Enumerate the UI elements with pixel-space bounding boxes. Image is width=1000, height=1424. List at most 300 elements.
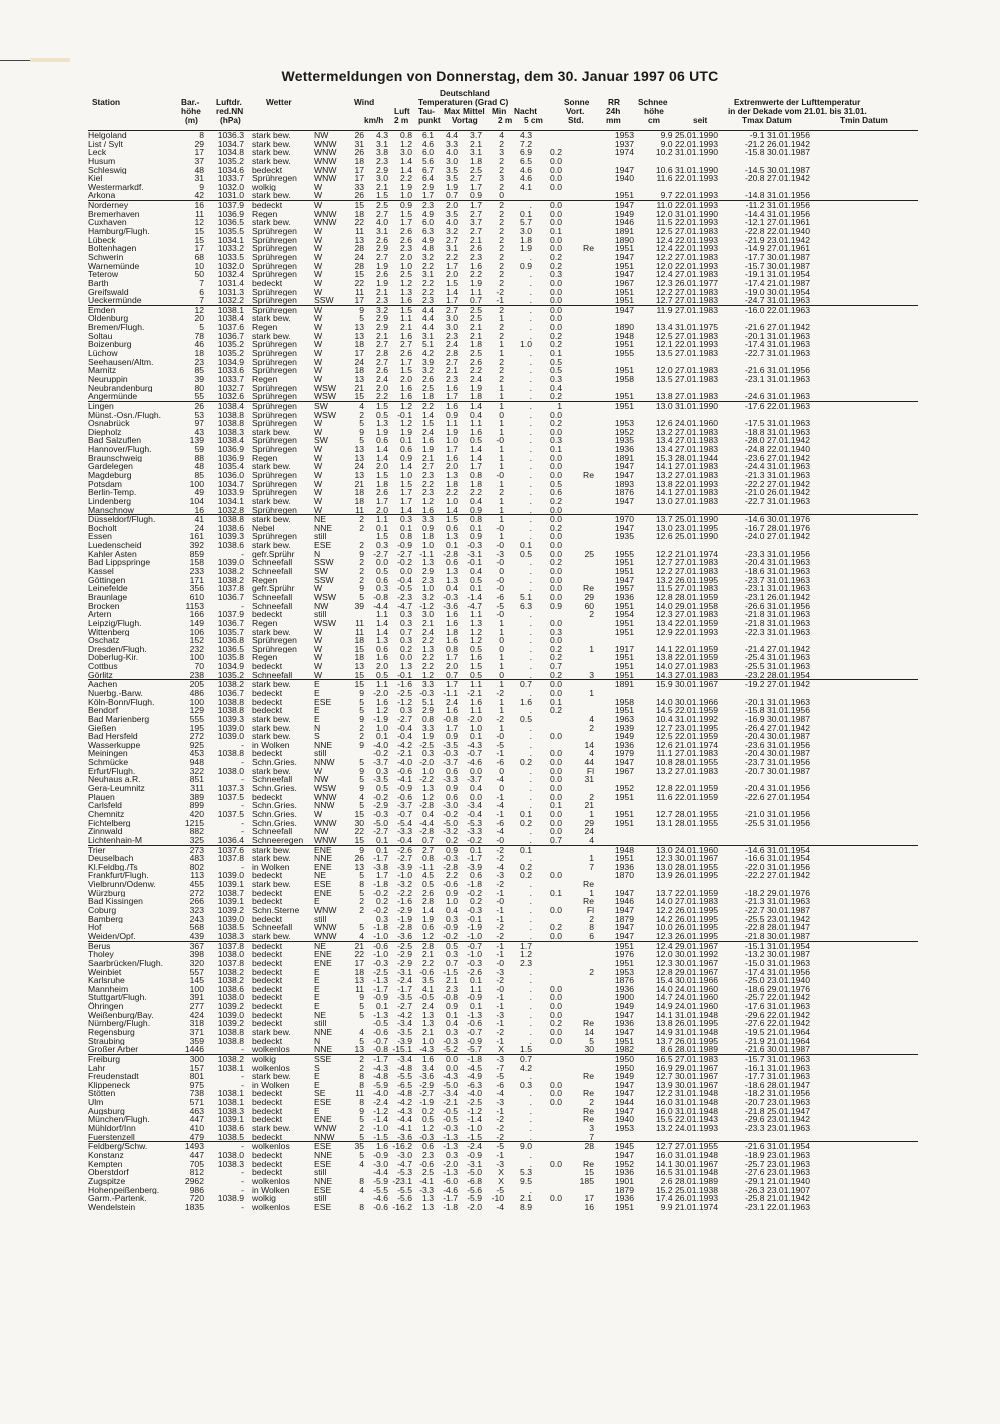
cell-schnee: 2 bbox=[589, 1098, 594, 1107]
cell-temp-max: -0.6 bbox=[419, 1159, 434, 1169]
cell-station: Leck bbox=[88, 148, 107, 157]
cell-sonne: . bbox=[529, 662, 532, 671]
cell-temp-min: 2.5 bbox=[470, 165, 482, 175]
cell-rr bbox=[532, 1168, 562, 1177]
cell-tmax-datum: 12.2 31.01.1948 bbox=[655, 1089, 718, 1099]
cell-station: Feldberg/Schw. bbox=[88, 1142, 148, 1151]
cell-wetter: bedeckt bbox=[252, 1010, 283, 1020]
cell-tmin-datum: -23.3 23.01.1963 bbox=[745, 1124, 810, 1133]
cell-wetter: bedeckt bbox=[252, 1132, 283, 1142]
station-group bbox=[88, 1054, 918, 1141]
cell-taupunkt: -4.1 bbox=[397, 775, 412, 785]
table-row bbox=[88, 567, 918, 576]
cell-temp-nacht: -1 bbox=[496, 809, 504, 819]
cell-temp-mittel: 3.5 bbox=[446, 174, 458, 183]
header-wind: Wind bbox=[354, 97, 375, 107]
cell-tmax-datum: 12.4 27.01.1983 bbox=[655, 270, 718, 279]
table-row bbox=[88, 724, 918, 733]
cell-temp-nacht: 3 bbox=[499, 174, 504, 183]
table-row bbox=[88, 436, 918, 445]
cell-luftdruck: 1038.2 bbox=[217, 575, 244, 585]
cell-barhoehe: 311 bbox=[190, 784, 204, 793]
cell-taupunkt: -2.3 bbox=[397, 592, 412, 602]
cell-taupunkt: -0.9 bbox=[397, 784, 412, 793]
cell-temp-luft: -2.9 bbox=[373, 801, 388, 810]
cell-sonne: . bbox=[529, 897, 532, 907]
cell-tmax-datum bbox=[634, 183, 718, 192]
cell-wind-dir: still bbox=[314, 1194, 327, 1203]
cell-taupunkt: 2.0 bbox=[400, 374, 412, 384]
cell-barhoehe: 318 bbox=[189, 1019, 204, 1028]
cell-temp-luft: 0.5 bbox=[376, 670, 388, 680]
cell-tmax-datum: 13.8 22.01.1959 bbox=[655, 653, 718, 663]
cell-taupunkt: -2.7 bbox=[397, 854, 412, 863]
cell-wetter: stark bew. bbox=[252, 1072, 291, 1081]
cell-seit: 1951 bbox=[614, 809, 634, 819]
cell-wind-dir: E bbox=[314, 993, 320, 1003]
cell-rr bbox=[532, 897, 562, 906]
cell-temp-mittel: 0.9 bbox=[446, 784, 458, 793]
cell-temp-mittel: -5.2 bbox=[443, 1045, 458, 1054]
cell-temp-luft: 0.0 bbox=[376, 558, 388, 568]
table-row bbox=[88, 445, 918, 454]
cell-sonne: . bbox=[529, 984, 532, 994]
cell-tmin-datum: -17.6 31.01.1963 bbox=[745, 1002, 810, 1011]
cell-taupunkt: 2.6 bbox=[400, 227, 412, 236]
table-row bbox=[88, 270, 918, 279]
cell-luftdruck: 1032.0 bbox=[217, 182, 244, 192]
cell-sonne: . bbox=[529, 723, 532, 733]
cell-tmax-datum: 11.5 27.01.1983 bbox=[656, 584, 718, 593]
table-row bbox=[88, 741, 918, 750]
cell-luftdruck: 1038.2 bbox=[217, 1054, 244, 1064]
cell-temp-nacht: 2 bbox=[499, 139, 504, 149]
cell-schnee bbox=[562, 959, 594, 968]
cell-seit: 1967 bbox=[614, 278, 634, 288]
cell-barhoehe: 948 bbox=[189, 758, 204, 767]
cell-wetter: stark bew. bbox=[252, 766, 291, 776]
cell-temp-min: 2.5 bbox=[470, 349, 482, 358]
cell-schnee bbox=[562, 680, 594, 689]
cell-seit: 1950 bbox=[614, 1063, 634, 1073]
cell-seit: 1951 bbox=[614, 662, 634, 671]
cell-station: Fichtelberg bbox=[88, 818, 131, 828]
cell-temp-mittel: 3.1 bbox=[446, 244, 458, 253]
cell-luftdruck: 1034.7 bbox=[217, 479, 244, 489]
cell-schnee: 29 bbox=[584, 818, 594, 828]
cell-wetter: bedeckt bbox=[252, 610, 283, 619]
cell-temp-max: 3.1 bbox=[422, 331, 434, 341]
cell-temp-luft: -1.2 bbox=[373, 1106, 388, 1116]
cell-temp-luft: -0.6 bbox=[373, 1027, 388, 1037]
cell-barhoehe: 29 bbox=[194, 139, 204, 149]
cell-tmin-datum: -18.6 31.01.1963 bbox=[745, 567, 810, 576]
cell-temp-nacht: 1 bbox=[499, 697, 504, 707]
cell-wind-dir: WNW bbox=[314, 1124, 337, 1133]
cell-temp-min: 1.1 bbox=[470, 287, 482, 297]
cell-temp-luft: 2.1 bbox=[376, 182, 388, 192]
cell-sonne: . bbox=[529, 296, 532, 305]
cell-luftdruck: 1035.2 bbox=[217, 156, 244, 166]
cell-seit: 1951 bbox=[614, 340, 634, 350]
cell-barhoehe: 322 bbox=[189, 766, 204, 776]
cell-tmax-datum: 13.5 27.01.1983 bbox=[655, 374, 718, 384]
cell-wetter: bedeckt bbox=[252, 1159, 283, 1169]
cell-luftdruck: 1038.8 bbox=[217, 515, 244, 524]
cell-temp-luft: -5.9 bbox=[373, 1080, 388, 1090]
cell-sonne: . bbox=[529, 445, 532, 454]
header-vortag: Vortag bbox=[452, 115, 478, 125]
cell-tmin-datum: -14.8 31.01.1956 bbox=[745, 191, 810, 201]
cell-luftdruck: 1038.6 bbox=[217, 523, 244, 533]
cell-wind-speed: 17 bbox=[354, 349, 364, 358]
cell-luftdruck: - bbox=[241, 601, 244, 611]
cell-seit: 1952 bbox=[614, 784, 634, 793]
cell-temp-max: 1.3 bbox=[422, 784, 434, 793]
cell-seit: 1870 bbox=[614, 871, 634, 881]
cell-luftdruck: 1038.9 bbox=[217, 1194, 244, 1203]
table-row bbox=[88, 880, 918, 889]
cell-wind-dir: WNW bbox=[314, 931, 337, 941]
cell-rr bbox=[532, 863, 562, 872]
cell-rr bbox=[532, 1124, 562, 1133]
cell-schnee bbox=[562, 349, 594, 358]
cell-temp-mittel: 3.5 bbox=[446, 209, 458, 219]
cell-barhoehe: 166 bbox=[189, 610, 204, 619]
cell-station: Artern bbox=[88, 610, 112, 619]
cell-barhoehe: 359 bbox=[189, 1036, 204, 1046]
cell-temp-mittel: 4.0 bbox=[446, 218, 458, 228]
cell-tmin-datum: -22.7 31.01.1963 bbox=[745, 349, 810, 358]
cell-temp-max: 1.0 bbox=[422, 541, 434, 550]
cell-temp-mittel: 0.4 bbox=[446, 1019, 458, 1028]
cell-tmin-datum: -22.7 31.01.1963 bbox=[745, 496, 810, 506]
cell-temp-min: 1.1 bbox=[470, 984, 482, 994]
cell-seit: 1890 bbox=[614, 235, 634, 245]
cell-tmax-datum: 12.0 31.01.1990 bbox=[655, 209, 718, 219]
cell-tmax-datum bbox=[634, 506, 718, 515]
cell-seit: 1947 bbox=[614, 496, 634, 506]
cell-taupunkt: 2.5 bbox=[400, 270, 412, 279]
cell-tmax-datum: 12.0 27.01.1983 bbox=[655, 366, 718, 375]
cell-temp-luft: 2.0 bbox=[376, 383, 388, 393]
cell-temp-luft: 4.3 bbox=[376, 131, 388, 140]
cell-temp-min: -4.5 bbox=[467, 1063, 482, 1073]
cell-seit: 1958 bbox=[614, 697, 634, 707]
cell-temp-mittel: 0.8 bbox=[446, 644, 458, 654]
cell-schnee bbox=[562, 411, 594, 420]
table-row bbox=[88, 758, 918, 767]
cell-wetter: stark bew. bbox=[252, 139, 291, 149]
cell-temp-min: -0.1 bbox=[467, 558, 482, 568]
cell-temp-min: 3.1 bbox=[470, 148, 482, 157]
cell-barhoehe: 238 bbox=[189, 670, 204, 680]
cell-wetter: Sprühregen bbox=[252, 270, 297, 279]
cell-temp-min: -3.9 bbox=[467, 862, 482, 872]
cell-tmin-datum: -20.4 30.01.1987 bbox=[745, 749, 810, 759]
cell-temp-min: 1.4 bbox=[470, 401, 482, 411]
cell-temp-nacht: -1 bbox=[496, 1019, 504, 1028]
cell-temp-mittel: 0.4 bbox=[446, 584, 458, 593]
page-title: Wettermeldungen von Donnerstag, dem 30. Januar 1997 06 UTC bbox=[281, 68, 719, 84]
cell-temp-max: 2.1 bbox=[422, 1027, 434, 1037]
cell-barhoehe: 85 bbox=[194, 470, 204, 480]
cell-schnee bbox=[562, 218, 594, 227]
cell-tmin-datum: -21.2 26.01.1942 bbox=[745, 139, 810, 149]
cell-tmax-datum: 12.3 27.01.1983 bbox=[655, 610, 718, 619]
cell-tmin-datum: -21.8 31.01.1963 bbox=[745, 618, 810, 628]
cell-tmin-datum: -16.9 30.01.1987 bbox=[745, 714, 810, 724]
cell-temp-nacht: 2 bbox=[499, 244, 504, 253]
cell-wetter: Regen bbox=[252, 374, 278, 384]
cell-barhoehe: 389 bbox=[189, 792, 204, 802]
cell-schnee: 1 bbox=[589, 644, 594, 654]
cell-temp-luft: -0.9 bbox=[373, 993, 388, 1003]
cell-tmin-datum: -24.4 31.01.1963 bbox=[745, 462, 810, 471]
cell-schnee: Re bbox=[583, 1159, 594, 1169]
cell-temp-mittel: 0.0 bbox=[446, 1063, 458, 1073]
cell-temp-nacht: 1 bbox=[499, 680, 504, 689]
cell-wind-speed: 5 bbox=[359, 1002, 364, 1011]
cell-wind-speed: 15 bbox=[354, 201, 364, 210]
cell-wind-dir: SSE bbox=[314, 1054, 332, 1064]
header-cm: cm bbox=[648, 115, 660, 125]
table-row bbox=[88, 1072, 918, 1081]
cell-schnee: 30 bbox=[584, 1045, 594, 1054]
cell-schnee: 2 bbox=[589, 792, 594, 802]
cell-tmax-datum bbox=[634, 157, 718, 166]
cell-barhoehe: 7 bbox=[199, 296, 204, 305]
cell-tmax-datum: 14.2 26.01.1995 bbox=[655, 914, 718, 924]
cell-sonne: 0.5 bbox=[520, 549, 532, 559]
table-row bbox=[88, 593, 918, 602]
cell-rr bbox=[532, 1064, 562, 1073]
cell-tmax-datum: 16.0 31.01.1948 bbox=[655, 1098, 718, 1107]
cell-sonne: . bbox=[529, 462, 532, 471]
cell-tmin-datum: -16.7 28.01.1976 bbox=[745, 523, 810, 533]
cell-seit: 1947 bbox=[614, 462, 634, 471]
cell-wind-dir: ENE bbox=[314, 845, 332, 855]
cell-temp-max: 1.2 bbox=[422, 1124, 434, 1133]
cell-rr: 0.0 bbox=[550, 584, 562, 593]
cell-schnee: 28 bbox=[584, 1142, 594, 1151]
cell-sonne: . bbox=[529, 880, 532, 889]
cell-tmax-datum: 14.1 22.01.1959 bbox=[655, 644, 718, 654]
cell-temp-mittel: 0.3 bbox=[446, 1027, 458, 1037]
cell-seit: 1947 bbox=[614, 1106, 634, 1116]
cell-luftdruck: - bbox=[241, 775, 244, 785]
cell-temp-luft: 1.4 bbox=[376, 618, 388, 628]
cell-temp-mittel: -0.3 bbox=[443, 1036, 458, 1046]
cell-tmin-datum: -25.7 23.01.1963 bbox=[745, 1159, 810, 1169]
cell-sonne: 0.7 bbox=[520, 1054, 532, 1064]
cell-schnee: 21 bbox=[584, 801, 594, 810]
cell-luftdruck: 1034.9 bbox=[217, 357, 244, 367]
cell-taupunkt: -0.1 bbox=[397, 410, 412, 420]
cell-rr bbox=[532, 1177, 562, 1186]
cell-tmax-datum: 12.1 22.01.1993 bbox=[655, 340, 718, 350]
cell-wetter: Regen bbox=[252, 209, 278, 219]
cell-tmin-datum: -21.0 31.01.1956 bbox=[745, 809, 810, 819]
table-row bbox=[88, 1203, 918, 1212]
table-row bbox=[88, 366, 918, 375]
cell-luftdruck: - bbox=[241, 801, 244, 810]
cell-temp-max: 1.3 bbox=[422, 1202, 434, 1212]
cell-tmin-datum: -19.1 31.01.1954 bbox=[745, 270, 810, 279]
header-tau: Tau- bbox=[418, 106, 435, 116]
cell-luftdruck: 1038.1 bbox=[217, 1098, 244, 1107]
cell-temp-max: -1.2 bbox=[419, 601, 434, 611]
cell-wetter: stark bew. bbox=[252, 627, 291, 637]
cell-wetter: Sprühregen bbox=[252, 644, 297, 654]
cell-seit: 1970 bbox=[614, 515, 634, 524]
cell-station: Teterow bbox=[88, 270, 119, 279]
cell-luftdruck: 1036.7 bbox=[217, 618, 244, 628]
cell-seit: 1940 bbox=[614, 174, 634, 183]
table-row bbox=[88, 288, 918, 297]
cell-wind-speed: 18 bbox=[354, 636, 364, 645]
cell-taupunkt: -0.6 bbox=[397, 792, 412, 802]
cell-station: Weinbiet bbox=[88, 967, 122, 977]
cell-wind-dir: WNW bbox=[314, 156, 337, 166]
table-row bbox=[88, 306, 918, 315]
cell-barhoehe: 6 bbox=[199, 287, 204, 297]
cell-temp-mittel: 1.7 bbox=[446, 723, 458, 733]
cell-tmax-datum: 12.4 29.01.1967 bbox=[655, 941, 718, 951]
cell-sonne: . bbox=[529, 1098, 532, 1107]
cell-temp-luft: 0.6 bbox=[376, 436, 388, 446]
cell-luftdruck: 1038.8 bbox=[217, 697, 244, 707]
cell-rr: 0.0 bbox=[550, 784, 562, 793]
cell-temp-max: 2.2 bbox=[422, 958, 434, 968]
cell-tmin-datum: -25.4 31.01.1963 bbox=[745, 653, 810, 663]
cell-temp-luft: -1.3 bbox=[373, 1010, 388, 1020]
cell-wind-speed: 2 bbox=[359, 1063, 364, 1073]
cell-tmin-datum: -15.8 31.01.1956 bbox=[745, 706, 810, 715]
cell-temp-min: 0.4 bbox=[470, 567, 482, 576]
cell-taupunkt: 1.3 bbox=[400, 662, 412, 671]
cell-sonne: . bbox=[529, 523, 532, 533]
cell-wind-dir: W bbox=[314, 278, 323, 288]
cell-schnee bbox=[562, 166, 594, 175]
cell-sonne: . bbox=[529, 931, 532, 941]
cell-barhoehe: 16 bbox=[194, 201, 204, 210]
cell-temp-max: 4.4 bbox=[422, 314, 434, 324]
cell-sonne: 0.2 bbox=[520, 818, 532, 828]
cell-temp-nacht: 2 bbox=[499, 305, 504, 315]
cell-wind-dir: WNW bbox=[314, 209, 337, 219]
table-header bbox=[88, 86, 918, 130]
cell-temp-max: 1.3 bbox=[422, 644, 434, 654]
cell-tmin-datum: -22.6 27.01.1954 bbox=[745, 792, 810, 802]
cell-schnee bbox=[562, 384, 594, 393]
cell-temp-mittel: 1.1 bbox=[446, 419, 458, 428]
cell-station: Bremen/Flugh. bbox=[88, 323, 145, 332]
cell-wetter: Sprühregen bbox=[252, 505, 297, 515]
cell-sonne: . bbox=[529, 689, 532, 698]
cell-barhoehe: 320 bbox=[189, 958, 204, 968]
cell-seit: 1946 bbox=[614, 897, 634, 907]
cell-temp-min: 0.0 bbox=[470, 766, 482, 776]
cell-wind-speed bbox=[346, 915, 364, 924]
table-body bbox=[88, 131, 918, 1211]
cell-seit: 1944 bbox=[614, 1098, 634, 1107]
cell-temp-max: 2.9 bbox=[422, 182, 434, 192]
cell-temp-nacht: X bbox=[498, 1168, 504, 1177]
cell-wind-speed: 17 bbox=[354, 174, 364, 183]
cell-rr: 0.0 bbox=[550, 792, 562, 802]
cell-taupunkt: 2.2 bbox=[400, 174, 412, 183]
cell-temp-luft: 1.4 bbox=[376, 453, 388, 463]
cell-schnee: 29 bbox=[584, 592, 594, 602]
cell-wind-speed: 4 bbox=[359, 1159, 364, 1169]
cell-temp-min: -2.4 bbox=[467, 1142, 482, 1151]
cell-taupunkt: 3.0 bbox=[400, 148, 412, 157]
cell-schnee: Fl bbox=[586, 906, 594, 915]
cell-rr: 0.1 bbox=[550, 697, 562, 707]
cell-wetter: Schneefall bbox=[252, 592, 293, 602]
cell-wind-speed: 15 bbox=[354, 270, 364, 279]
cell-rr: 0.0 bbox=[550, 766, 562, 776]
cell-taupunkt: -3.4 bbox=[397, 1054, 412, 1064]
cell-tmax-datum: 9.7 22.01.1993 bbox=[660, 191, 718, 201]
cell-luftdruck: 1037.9 bbox=[217, 610, 244, 619]
cell-taupunkt: -4.2 bbox=[397, 1098, 412, 1107]
cell-taupunkt: -16.2 bbox=[392, 1202, 412, 1212]
cell-temp-luft: 2.7 bbox=[376, 357, 388, 367]
cell-temp-min: 1.1 bbox=[470, 706, 482, 715]
cell-temp-luft: -4.6 bbox=[373, 1194, 388, 1203]
cell-seit: 1974 bbox=[614, 148, 634, 157]
cell-wind-speed: 4 bbox=[359, 1185, 364, 1195]
cell-temp-max: 2.3 bbox=[422, 575, 434, 585]
cell-tmax-datum: 12.6 24.01.1960 bbox=[655, 419, 718, 428]
cell-taupunkt: -3.4 bbox=[397, 1019, 412, 1028]
cell-barhoehe: 272 bbox=[189, 888, 204, 898]
cell-wetter: bedeckt bbox=[252, 1150, 283, 1160]
cell-tmax-datum: 12.5 27.01.1983 bbox=[655, 331, 718, 341]
cell-seit: 1951 bbox=[614, 618, 634, 628]
cell-wind-speed: 2 bbox=[359, 541, 364, 550]
cell-tmin-datum: -19.5 21.01.1964 bbox=[745, 1027, 810, 1037]
cell-taupunkt: 1.5 bbox=[400, 366, 412, 375]
cell-temp-min: 1.1 bbox=[470, 610, 482, 619]
cell-temp-min: -5.6 bbox=[467, 1185, 482, 1195]
cell-temp-min: -3.4 bbox=[467, 801, 482, 810]
cell-tmin-datum: -15.8 30.01.1987 bbox=[745, 148, 810, 157]
cell-wetter: wolkenlos bbox=[252, 1063, 290, 1073]
cell-barhoehe: 195 bbox=[189, 723, 204, 733]
cell-tmax-datum: 14.1 30.01.1967 bbox=[655, 1159, 718, 1169]
cell-temp-max: 2.3 bbox=[422, 201, 434, 210]
cell-schnee bbox=[562, 314, 594, 323]
cell-temp-nacht: 0 bbox=[499, 644, 504, 654]
cell-temp-luft: -4.3 bbox=[373, 1063, 388, 1073]
cell-luftdruck: 1038.8 bbox=[217, 410, 244, 420]
cell-barhoehe: 100 bbox=[189, 697, 204, 707]
cell-temp-max: 2.5 bbox=[422, 1168, 434, 1177]
cell-sonne: 1.9 bbox=[520, 244, 532, 253]
cell-station: Dresden/Flugh. bbox=[88, 644, 147, 654]
cell-luftdruck: - bbox=[241, 1045, 244, 1054]
cell-temp-min: 0.1 bbox=[470, 976, 482, 985]
cell-station: Cottbus bbox=[88, 662, 118, 671]
cell-seit: 1935 bbox=[614, 436, 634, 446]
cell-schnee bbox=[562, 340, 594, 349]
cell-seit: 1937 bbox=[614, 139, 634, 149]
cell-station: Luedenscheid bbox=[88, 541, 142, 550]
cell-schnee: 4 bbox=[589, 749, 594, 759]
